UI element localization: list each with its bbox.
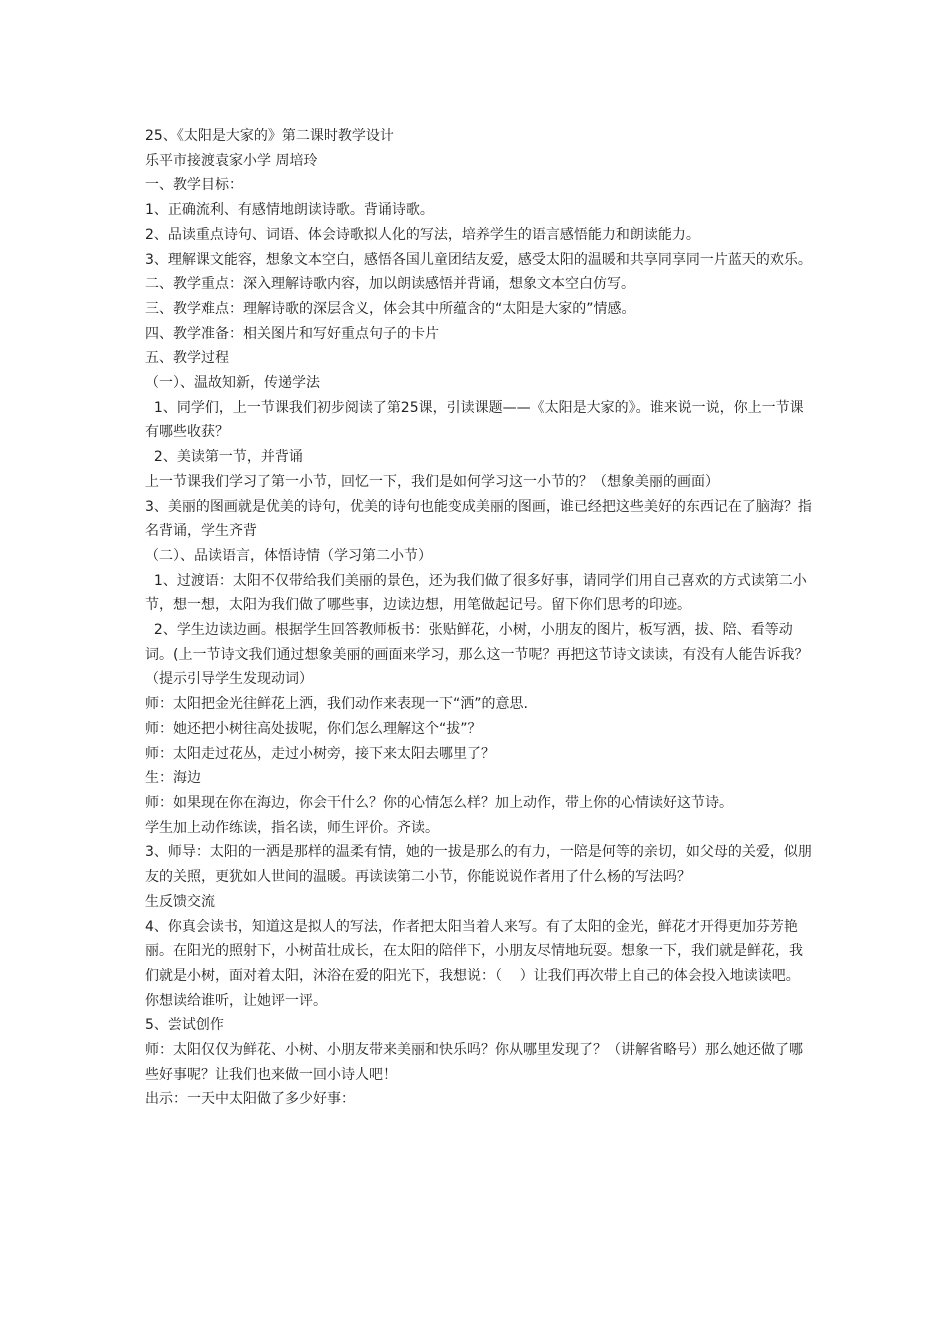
section-heading: 三、教学难点：理解诗歌的深层含义，体会其中所蕴含的“太阳是大家的”情感。: [145, 300, 636, 317]
paragraph: 5、尝试创作: [145, 1017, 224, 1034]
paragraph: 学生加上动作练读，指名读，师生评价。齐读。: [145, 819, 439, 836]
paragraph: 师：太阳仅仅为鲜花、小树、小朋友带来美丽和快乐吗？你从哪里发现了？（讲解省略号）那么她还做了哪些好事呢？让我们也来做一回小诗人吧！: [145, 1042, 803, 1083]
paragraph: 1、过渡语：太阳不仅带给我们美丽的景色，还为我们做了很多好事，请同学们用自己喜欢的方式读第二小节，想一想，太阳为我们做了哪些事，边读边想，用笔做起记号。留下你们思考的印迹。: [145, 572, 807, 614]
paragraph: 3、师导：太阳的一洒是那样的温柔有情，她的一拔是那么的有力，一陪是何等的亲切，如父母的关爱，似朋友的关照，更犹如人世间的温暖。再读读第二小节，你能说说作者用了什么杨的写法吗？: [145, 844, 812, 886]
paragraph: 生：海边: [145, 770, 201, 787]
paragraph: 师：她还把小树往高处拔呢，你们怎么理解这个“拔”？: [145, 720, 482, 737]
paragraph: 上一节课我们学习了第一小节，回忆一下，我们是如何学习这一小节的？（想象美丽的画面）: [145, 473, 719, 490]
paragraph: 出示：一天中太阳做了多少好事：: [145, 1091, 355, 1108]
paragraph: 生反馈交流: [145, 893, 215, 910]
paragraph: 2、美读第一节，并背诵: [145, 449, 303, 466]
paragraph: 2、品读重点诗句、词语、体会诗歌拟人化的写法，培养学生的语言感悟能力和朗读能力。: [145, 226, 700, 243]
subsection-heading: （一）、温故知新，传递学法: [145, 375, 320, 392]
document-title: 25、《太阳是大家的》第二课时教学设计: [145, 128, 394, 144]
paragraph: 师：太阳把金光往鲜花上洒，我们动作来表现一下“洒”的意思.: [145, 696, 528, 713]
paragraph: 3、理解课文能容，想象文本空白，感悟各国儿童团结友爱，感受太阳的温暖和共享同享同一片蓝天的欢乐。: [145, 251, 812, 268]
paragraph: 3、美丽的图画就是优美的诗句，优美的诗句也能变成美丽的图画，谁已经把这些美好的东西记在了脑海？指名背诵，学生齐背: [145, 498, 812, 540]
paragraph: 4、你真会读书，知道这是拟人的写法，作者把太阳当着人来写。有了太阳的金光，鲜花才开得更加芬芳艳丽。在阳光的照射下，小树苗壮成长，在太阳的陪伴下，小朋友尽情地玩耍。想象一下，我们就是鲜花，我们就是小树，面对着太阳，沐浴在爱的阳光下，我想说：（ ）让我们再次带上自己的体会投入地读读吧。你想读给谁听，让她评一评。: [145, 918, 803, 1009]
paragraph: 1、正确流利、有感情地朗读诗歌。背诵诗歌。: [145, 202, 434, 219]
paragraph: 2、学生边读边画。根据学生回答教师板书：张贴鲜花，小树，小朋友的图片，板写洒，拔、陪、看等动词。(上一节诗文我们通过想象美丽的画面来学习，那么这一节呢？再把这节诗文读读，有没有人能告诉我？（提示引导学生发现动词）: [145, 622, 809, 688]
section-heading: 四、教学准备：相关图片和写好重点句子的卡片: [145, 325, 439, 342]
paragraph: 师：如果现在你在海边，你会干什么？你的心情怎么样？加上动作，带上你的心情读好这节诗。: [145, 794, 733, 811]
subsection-heading: （二）、品读语言，体悟诗情（学习第二小节）: [145, 547, 432, 564]
section-heading: 五、教学过程: [145, 350, 229, 367]
paragraph: 1、同学们，上一节课我们初步阅读了第25课，引读课题——《太阳是大家的》。谁来说一说，你上一节课有哪些收获？: [145, 399, 804, 441]
author-line: 乐平市接渡袁家小学 周培玲: [145, 152, 318, 169]
section-heading: 一、教学目标：: [145, 177, 243, 194]
document-body: [145, 124, 813, 1112]
paragraph: 师：太阳走过花丛，走过小树旁，接下来太阳去哪里了？: [145, 745, 495, 762]
section-heading: 二、教学重点：深入理解诗歌内容，加以朗读感悟并背诵，想象文本空白仿写。: [145, 276, 635, 293]
